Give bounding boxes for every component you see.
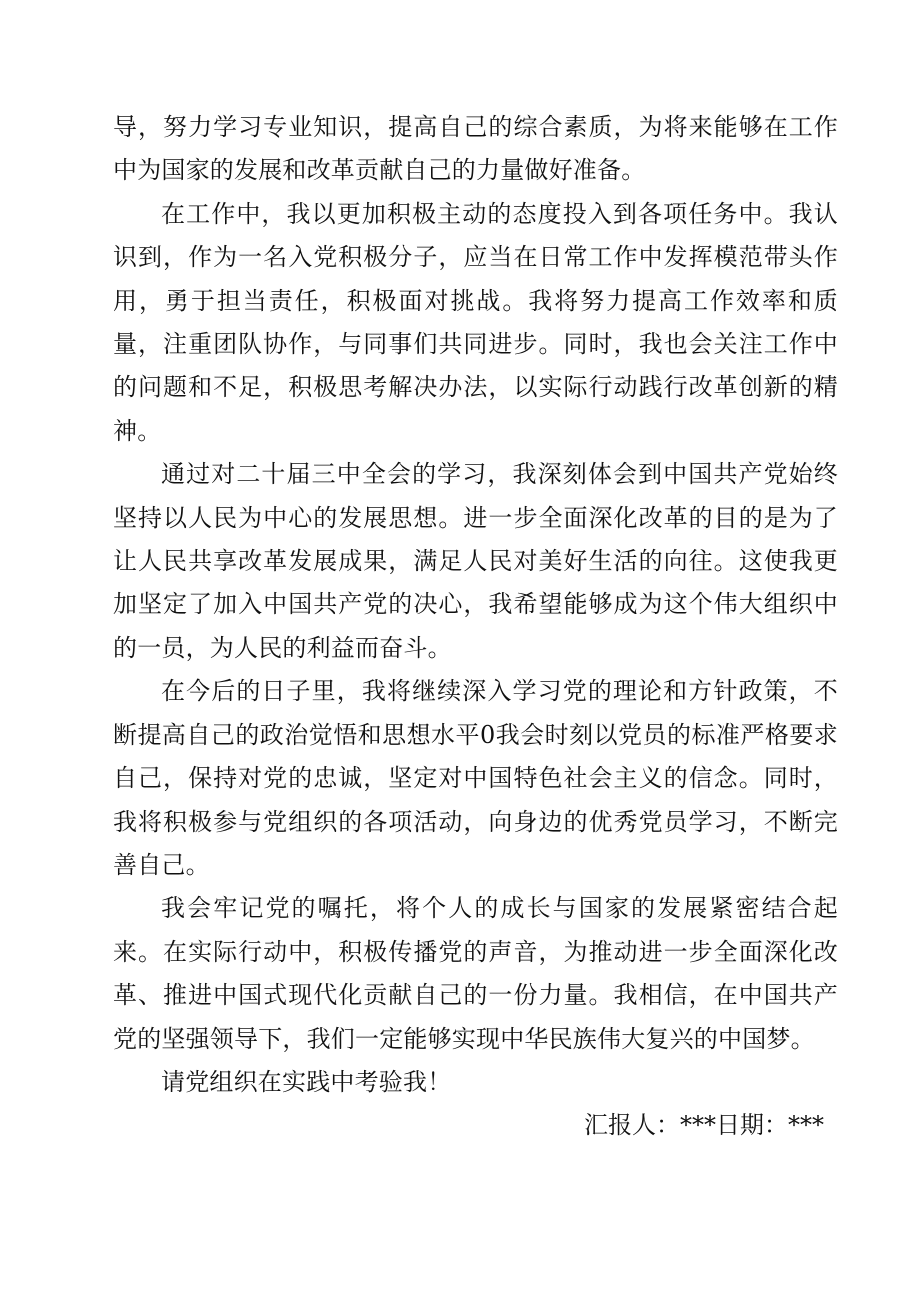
paragraph-plenum-study: 通过对二十届三中全会的学习，我深刻体会到中国共产党始终坚持以人民为中心的发展思想。进一步全面深化改革的目的是为了让人民共享改革发展成果，满足人民对美好生活的向往。这使我更加坚定了加入中国共产党的决心，我希望能够成为这个伟大组织中的一员，为人民的利益而奋斗。: [113, 460, 838, 662]
paragraph-commitment: 我会牢记党的嘱托，将个人的成长与国家的发展紧密结合起来。在实际行动中，积极传播党的声音，为推动进一步全面深化改革、推进中国式现代化贡献自己的一份力量。我相信，在中国共产党的坚强领导下，我们一定能够实现中华民族伟大复兴的中国梦。: [113, 894, 838, 1053]
document-body: [113, 106, 838, 1148]
paragraph-future-plans: 在今后的日子里，我将继续深入学习党的理论和方针政策，不断提高自己的政治觉悟和思想水平0我会时刻以党员的标准严格要求自己，保持对党的忠诚，坚定对中国特色社会主义的信念。同时，我将积极参与党组织的各项活动，向身边的优秀党员学习，不断完善自己。: [113, 677, 838, 879]
paragraph-work-attitude: 在工作中，我以更加积极主动的态度投入到各项任务中。我认识到，作为一名入党积极分子，应当在日常工作中发挥模范带头作用，勇于担当责任，积极面对挑战。我将努力提高工作效率和质量，注重团队协作，与同事们共同进步。同时，我也会关注工作中的问题和不足，积极思考解决办法，以实际行动践行改革创新的精神。: [113, 199, 838, 445]
paragraph-closing-request: 请党组织在实践中考验我！: [161, 1067, 452, 1096]
paragraph-continuation: 导，努力学习专业知识，提高自己的综合素质，为将来能够在工作中为国家的发展和改革贡献自己的力量做好准备。: [113, 113, 838, 185]
signature-line: 汇报人：***日期：***: [584, 1111, 824, 1140]
